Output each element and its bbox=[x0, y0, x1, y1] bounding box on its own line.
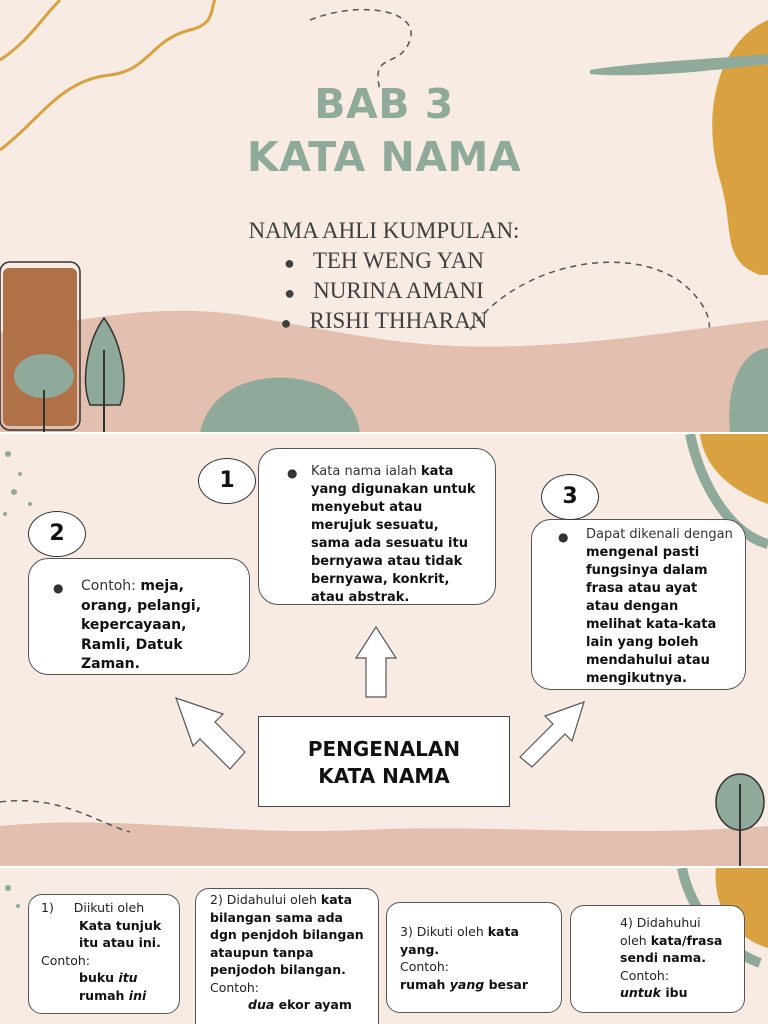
member-item: ● RISHI THHARAN bbox=[280, 308, 488, 333]
title-chapter: BAB 3 bbox=[314, 80, 454, 128]
intro-slide bbox=[0, 434, 768, 866]
member-item: ● TEH WENG YAN bbox=[283, 248, 485, 273]
dashed-curve bbox=[310, 10, 411, 90]
identification-box: ● Dapat dikenali dengan mengenal pasti fungsinya dalam frasa atau ayat atau dengan melihat kata-kata lain yang boleh mendahului atau mengikutnya. bbox=[531, 519, 746, 690]
card-kata-yang: 3) Dikuti oleh kata yang. Contoh: rumah yang besar bbox=[386, 902, 562, 1013]
number-badge-2: 2 bbox=[28, 511, 86, 557]
title-topic: KATA NAMA bbox=[246, 133, 522, 181]
center-topic-box: PENGENALAN KATA NAMA bbox=[258, 716, 510, 807]
title-slide bbox=[0, 0, 768, 432]
group-members bbox=[0, 216, 768, 336]
member-item: ● NURINA AMANI bbox=[284, 278, 484, 303]
example-box: ● Contoh: meja, orang, pelangi, kepercayaan, Ramli, Datuk Zaman. bbox=[28, 558, 250, 675]
arrow-up-right bbox=[520, 702, 584, 767]
arrow-up-left bbox=[176, 698, 245, 769]
number-badge-3: 3 bbox=[541, 474, 599, 520]
characteristics-slide bbox=[0, 868, 768, 1024]
number-badge-1: 1 bbox=[198, 458, 256, 504]
definition-box: ● Kata nama ialah kata yang digunakan untuk menyebut atau merujuk sesuatu, sama ada sesuatu itu bernyawa atau tidak bernyawa, konkrit, atau abstrak. bbox=[258, 448, 496, 605]
card-kata-bilangan: 2) Didahului oleh kata bilangan sama ada dgn penjdoh bilangan ataupun tanpa penjodoh bilangan. Contoh: dua ekor ayam bbox=[195, 888, 379, 1024]
squiggle-line-top bbox=[0, 0, 60, 60]
card-kata-tunjuk: 1) Diikuti oleh Kata tunjuk itu atau ini. Contoh: buku itu rumah ini bbox=[28, 894, 180, 1014]
members-heading: NAMA AHLI KUMPULAN: bbox=[248, 218, 520, 243]
arrow-up bbox=[356, 627, 396, 697]
card-kata-sendi-nama: 4) Didahuhui oleh kata/frasa sendi nama. Contoh: untuk ibu bbox=[570, 905, 745, 1013]
